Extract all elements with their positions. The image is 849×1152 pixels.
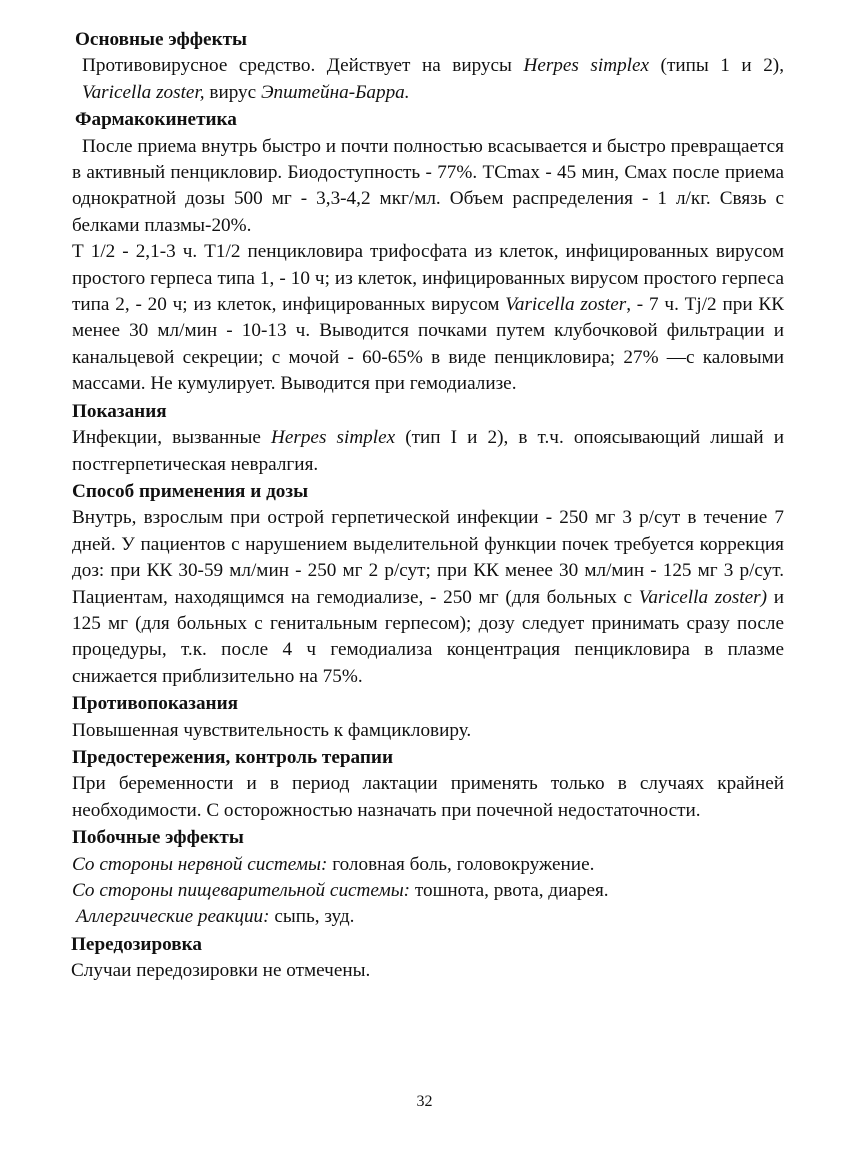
item-text: головная боль, головокружение. — [327, 853, 595, 875]
section-title: Фармакокинетика — [75, 109, 237, 131]
document-page — [72, 26, 784, 985]
section-indications — [72, 398, 784, 478]
section-text — [72, 505, 784, 690]
list-item — [72, 852, 784, 878]
text-run: вирус — [204, 81, 261, 103]
section-overdose — [72, 931, 784, 985]
section-text — [72, 239, 784, 397]
text-run-italic: Varicella zoster) — [638, 586, 767, 608]
section-text — [72, 425, 784, 478]
section-contraindications — [72, 690, 784, 744]
section-main-effects — [72, 26, 784, 106]
item-label: Со стороны пищеварительной системы: — [72, 880, 411, 901]
text-run-italic: Herpes simplex — [523, 55, 650, 77]
section-text: Случаи передозировки не отмечены. — [71, 960, 371, 982]
section-precautions — [72, 744, 784, 824]
section-title: Побочные эффекты — [72, 827, 244, 849]
text-run: Инфекции, вызванные — [72, 427, 271, 449]
section-title: Передозировка — [71, 933, 202, 955]
section-dosage — [72, 478, 784, 690]
section-pharmacokinetics — [72, 106, 784, 397]
section-side-effects — [72, 824, 784, 931]
section-title: Основные эффекты — [75, 29, 248, 50]
section-text: После приема внутрь быстро и почти полностью всасывается и быстро превращается в активный пенцикловир. Биодоступность - 77%. ТСmax - 45 мин, Смах после приема однократной дозы 500 мг - 3,3-4,2 мкг/мл. Объем распределения - 1 л/кг. Связь с белками плазмы-20%. — [72, 135, 784, 236]
item-label: Со стороны нервной системы: — [72, 853, 328, 875]
page-number: 32 — [416, 1093, 433, 1110]
text-run: (типы 1 и 2), — [649, 55, 784, 77]
text-run-italic: Varicella zoster — [505, 294, 627, 316]
text-run-italic: Varicella zoster, — [82, 81, 205, 103]
section-title: Способ применения и дозы — [72, 480, 309, 502]
text-run-italic: Эпштейна-Барра. — [260, 81, 410, 103]
item-label: Аллергические реакции: — [76, 906, 270, 928]
list-item — [72, 904, 784, 930]
text-run: (тип I и 2), в т.ч. опоясывающий лишай и постгерпетическая невралгия. — [72, 427, 785, 475]
item-text: тошнота, рвота, диарея. — [410, 880, 609, 901]
section-text: При беременности и в период лактации применять только в случаях крайней необходимости. С осторожностью назначать при почечной недостаточности. — [72, 773, 784, 821]
text-run: и 125 мг (для больных с генитальным герпесом); дозу следует принимать сразу после процедуры, т.к. после 4 ч гемодиализа концентрация пенцикловира в плазме снижается приблизительно на 75%. — [72, 586, 784, 687]
text-run-italic: Herpes simplex — [271, 427, 396, 449]
text-run: Т 1/2 - 2,1-3 ч. Т1/2 пенцикловира трифосфата из клеток, инфицированных вирусом простого герпеса типа 1, - 10 ч; из клеток, инфицированных вирусом простого герпеса типа 2, - 20 ч; из клеток, инфицированных вирусом — [72, 241, 784, 316]
section-text — [72, 53, 784, 106]
text-run: Противовирусное средство. Действует на вирусы — [82, 55, 524, 77]
text-run: Внутрь, взрослым при острой герпетической инфекции - 250 мг 3 р/сут в течение 7 дней. У пациентов с нарушением выделительной функции почек требуется коррекция доз: при КК 30-59 мл/мин - 250 мг 2 р/сут; при КК менее 30 мл/мин - 125 мг 3 р/сут. Пациентам, находящимся на гемодиализе, - 250 мг (для больных с — [72, 507, 784, 608]
section-title: Предостережения, контроль терапии — [72, 746, 394, 768]
text-run: , - 7 ч. Tj/2 при КК менее 30 мл/мин - 10-13 ч. Выводится почками путем клубочковой фильтрации и канальцевой секреции; с мочой - 60-65% в виде пенцикловира; 27% —с каловыми массами. Не кумулирует. Выводится при гемодиализе. — [72, 294, 785, 395]
list-item — [72, 878, 784, 904]
section-title: Показания — [72, 400, 167, 422]
section-text: Повышенная чувствительность к фамцикловиру. — [72, 719, 472, 741]
section-title: Противопоказания — [72, 693, 239, 715]
item-text: сыпь, зуд. — [269, 906, 355, 928]
